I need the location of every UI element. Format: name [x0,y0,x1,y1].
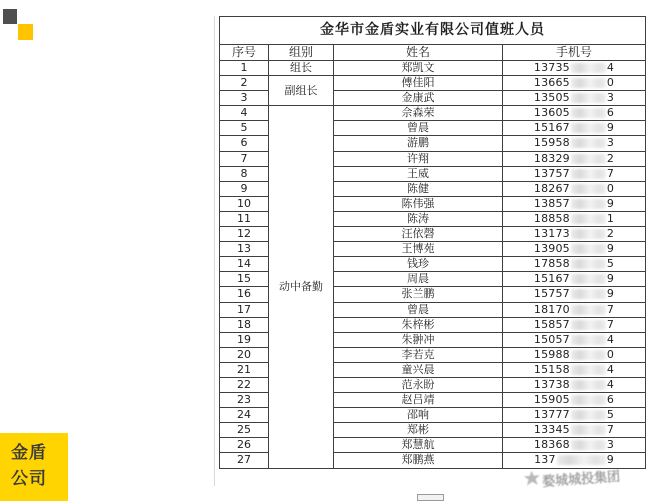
row-index: 11 [220,211,269,226]
group-label: 动中备勤 [269,106,334,468]
person-name: 王威 [334,166,503,181]
person-name: 陈涛 [334,211,503,226]
phone-redaction-blur [571,410,606,420]
brand-box [0,433,68,501]
phone-number [503,332,646,347]
phone-suffix: 4 [606,61,615,74]
phone-number [503,377,646,392]
person-name: 曾晨 [334,121,503,136]
phone-redaction-blur [571,123,606,133]
phone-prefix: 13738 [533,377,570,391]
row-index: 4 [220,106,269,121]
person-name: 许翔 [334,151,503,166]
phone-redaction-blur [571,214,606,224]
phone-number [503,287,646,302]
person-name: 傅佳阳 [334,76,503,91]
person-name: 张兰鹏 [334,287,503,302]
phone-number [503,453,646,468]
phone-number [503,76,646,91]
phone-prefix: 15905 [533,393,570,407]
person-name: 王博苑 [334,242,503,257]
row-index: 16 [220,287,269,302]
phone-redaction-blur [557,455,606,465]
phone-number [503,106,646,121]
phone-prefix: 13857 [533,196,570,210]
person-name: 郑慧航 [334,438,503,453]
phone-prefix: 18368 [533,438,570,452]
phone-suffix: 9 [606,242,615,256]
row-index: 18 [220,317,269,332]
phone-redaction-blur [571,199,606,209]
watermark-text: 婺城城投集团 [541,469,621,490]
phone-prefix: 18170 [533,302,570,316]
row-index: 13 [220,242,269,257]
phone-suffix: 0 [606,181,615,195]
phone-redaction-blur [571,440,606,450]
phone-prefix: 15958 [533,136,570,150]
person-name: 赵吕靖 [334,393,503,408]
row-index: 21 [220,362,269,377]
phone-number [503,151,646,166]
phone-redaction-blur [571,244,606,254]
person-name: 邵响 [334,408,503,423]
phone-redaction-blur [571,138,606,148]
person-name: 钱珍 [334,257,503,272]
phone-prefix: 13757 [533,166,570,180]
phone-redaction-blur [571,335,606,345]
duty-table [219,16,646,469]
person-name: 童兴晨 [334,362,503,377]
person-name: 李若克 [334,347,503,362]
phone-number [503,257,646,272]
person-name: 汪依磬 [334,227,503,242]
phone-prefix: 13665 [533,76,570,90]
table-title-row [220,17,646,45]
phone-suffix: 9 [606,453,614,467]
column-header-name: 姓名 [334,45,503,61]
row-index: 23 [220,393,269,408]
phone-redaction-blur [571,169,606,179]
phone-number [503,272,646,287]
phone-suffix: 9 [606,121,615,135]
page-edge-line [214,16,215,486]
phone-redaction-blur [571,78,606,88]
phone-number [503,438,646,453]
decor-square-yellow [18,24,33,40]
phone-redaction-blur [571,229,606,239]
phone-prefix: 15988 [533,347,570,361]
column-header-group: 组别 [269,45,334,61]
phone-number [503,302,646,317]
phone-number [503,393,646,408]
phone-redaction-blur [571,305,606,315]
phone-redaction-blur [571,395,606,405]
phone-number [503,211,646,226]
group-label: 组长 [269,61,334,76]
phone-prefix: 13605 [533,106,570,120]
duty-roster [219,16,645,469]
duty-table-body [220,17,646,469]
phone-suffix: 4 [606,362,615,376]
phone-suffix: 3 [606,438,615,452]
phone-redaction-blur [571,154,606,164]
person-name: 陈伟强 [334,196,503,211]
phone-number [503,61,646,76]
phone-redaction-blur [571,184,606,194]
phone-number [503,136,646,151]
phone-number [503,227,646,242]
row-index: 25 [220,423,269,438]
person-name: 郑凯文 [334,61,503,76]
phone-suffix: 4 [606,332,615,346]
phone-redaction-blur [571,259,606,269]
phone-suffix: 9 [606,272,615,286]
phone-prefix: 13777 [533,408,570,422]
phone-prefix: 18858 [533,211,570,225]
phone-number [503,317,646,332]
row-index: 20 [220,347,269,362]
phone-suffix: 2 [606,151,615,165]
row-index: 1 [220,61,269,76]
row-index: 3 [220,91,269,106]
person-name: 郑鹏燕 [334,453,503,468]
person-name: 朱梓彬 [334,317,503,332]
phone-prefix: 15757 [533,287,570,301]
person-name: 佘森荣 [334,106,503,121]
phone-suffix: 7 [606,302,615,316]
column-header-phone: 手机号 [503,45,646,61]
brand-line-1: 金盾 [11,443,47,463]
row-index: 6 [220,136,269,151]
phone-prefix: 13905 [533,242,570,256]
brand-line-2: 公司 [11,469,47,489]
phone-number [503,121,646,136]
phone-number [503,408,646,423]
phone-prefix: 13173 [533,227,570,241]
table-title: 金华市金盾实业有限公司值班人员 [220,17,646,45]
person-name: 游鹏 [334,136,503,151]
person-name: 周晨 [334,272,503,287]
phone-prefix: 15167 [533,272,570,286]
phone-prefix: 17858 [533,257,570,271]
page-artifact [417,494,444,501]
phone-suffix: 3 [606,91,615,105]
phone-prefix: 18329 [533,151,570,165]
phone-prefix: 137 [534,453,556,467]
phone-number [503,423,646,438]
phone-number [503,362,646,377]
phone-suffix: 9 [606,196,615,210]
table-row [220,76,646,91]
phone-number [503,181,646,196]
row-index: 19 [220,332,269,347]
phone-number [503,91,646,106]
table-row [220,106,646,121]
phone-suffix: 7 [606,423,615,437]
phone-suffix: 9 [606,287,615,301]
row-index: 8 [220,166,269,181]
phone-prefix: 13345 [533,423,570,437]
person-name: 陈健 [334,181,503,196]
row-index: 26 [220,438,269,453]
row-index: 15 [220,272,269,287]
person-name: 范永盼 [334,377,503,392]
decor-square-dark [3,9,17,24]
phone-redaction-blur [571,425,606,435]
phone-redaction-blur [571,63,606,73]
row-index: 24 [220,408,269,423]
phone-number [503,196,646,211]
table-row [220,61,646,76]
phone-suffix: 6 [606,393,615,407]
phone-suffix: 7 [606,166,615,180]
phone-suffix: 6 [606,106,615,120]
phone-redaction-blur [571,108,606,118]
person-name: 曾晨 [334,302,503,317]
phone-redaction-blur [571,93,606,103]
phone-prefix: 15857 [533,317,570,331]
person-name: 郑彬 [334,423,503,438]
person-name: 金康武 [334,91,503,106]
phone-number [503,347,646,362]
phone-suffix: 0 [606,76,615,90]
phone-redaction-blur [571,365,606,375]
row-index: 12 [220,227,269,242]
phone-suffix: 5 [606,408,615,422]
phone-redaction-blur [571,320,606,330]
watermark-logo-icon [523,470,540,491]
phone-suffix: 0 [606,347,615,361]
row-index: 2 [220,76,269,91]
phone-redaction-blur [571,380,606,390]
phone-suffix: 3 [606,136,615,150]
phone-suffix: 7 [606,317,615,331]
phone-redaction-blur [571,274,606,284]
row-index: 9 [220,181,269,196]
column-header-index: 序号 [220,45,269,61]
group-label: 副组长 [269,76,334,106]
phone-suffix: 4 [606,377,615,391]
phone-suffix: 5 [606,257,615,271]
phone-prefix: 13735 [533,61,570,74]
row-index: 22 [220,377,269,392]
table-header-row [220,45,646,61]
row-index: 27 [220,453,269,468]
phone-prefix: 15167 [533,121,570,135]
phone-redaction-blur [571,350,606,360]
row-index: 17 [220,302,269,317]
phone-redaction-blur [571,289,606,299]
row-index: 10 [220,196,269,211]
phone-number [503,166,646,181]
phone-prefix: 13505 [533,91,570,105]
phone-suffix: 2 [606,227,615,241]
phone-prefix: 18267 [533,181,570,195]
row-index: 14 [220,257,269,272]
phone-prefix: 15057 [533,332,570,346]
phone-suffix: 1 [606,211,615,225]
row-index: 5 [220,121,269,136]
row-index: 7 [220,151,269,166]
phone-prefix: 15158 [533,362,570,376]
phone-number [503,242,646,257]
person-name: 朱翀冲 [334,332,503,347]
